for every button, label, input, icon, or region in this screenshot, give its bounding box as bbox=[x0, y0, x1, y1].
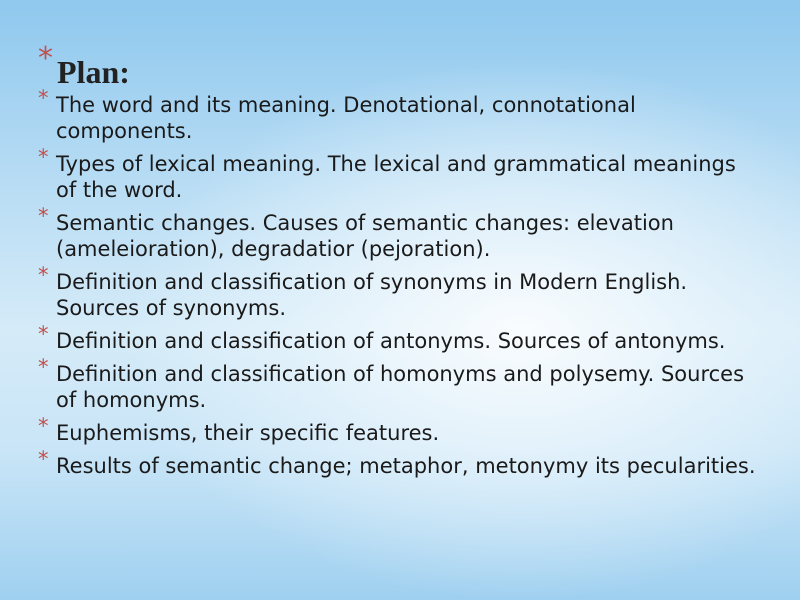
list-item-text: Semantic changes. Causes of semantic changes: elevation (ameleioration), degradatior (pejoration). bbox=[56, 211, 674, 261]
asterisk-bullet-icon: * bbox=[38, 145, 49, 169]
asterisk-bullet-icon: * bbox=[38, 322, 49, 346]
list-item bbox=[38, 145, 758, 203]
list-item bbox=[38, 204, 758, 262]
list-item-text: Euphemisms, their specific features. bbox=[56, 421, 440, 445]
list-item-text: Definition and classification of homonyms and polysemy. Sources of homonyms. bbox=[56, 362, 745, 412]
list-item-text: Definition and classification of antonyms. Sources of antonyms. bbox=[56, 329, 726, 353]
slide-title bbox=[38, 42, 130, 92]
list-item bbox=[38, 86, 758, 144]
asterisk-bullet-icon: * bbox=[38, 263, 49, 287]
asterisk-bullet-icon: * bbox=[38, 86, 49, 110]
asterisk-bullet-icon: * bbox=[38, 204, 49, 228]
list-item-text: Results of semantic change; metaphor, metonymy its pecularities. bbox=[56, 454, 756, 478]
list-item-text: The word and its meaning. Denotational, connotational components. bbox=[56, 93, 636, 143]
asterisk-bullet-icon: * bbox=[38, 41, 53, 76]
list-item bbox=[38, 447, 758, 479]
title-text: Plan: bbox=[57, 54, 130, 90]
list-item-text: Definition and classification of synonyms in Modern English. Sources of synonyms. bbox=[56, 270, 688, 320]
list-item bbox=[38, 322, 758, 354]
list-item-text: Types of lexical meaning. The lexical and grammatical meanings of the word. bbox=[56, 152, 736, 202]
asterisk-bullet-icon: * bbox=[38, 414, 49, 438]
plan-list bbox=[38, 86, 758, 486]
list-item bbox=[38, 263, 758, 321]
asterisk-bullet-icon: * bbox=[38, 355, 49, 379]
list-item bbox=[38, 355, 758, 413]
list-item bbox=[38, 414, 758, 446]
asterisk-bullet-icon: * bbox=[38, 447, 49, 471]
